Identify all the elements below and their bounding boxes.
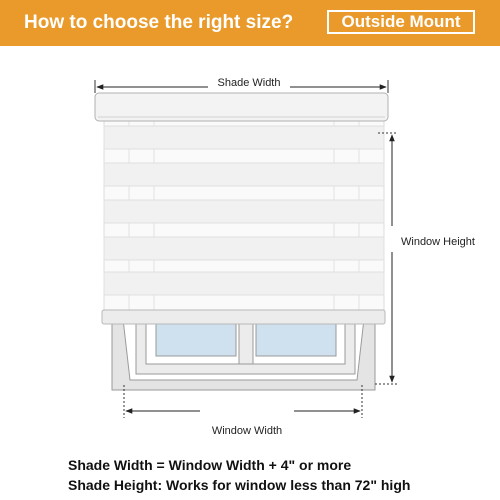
window-height-label: Window Height — [401, 236, 475, 248]
bottom-rail — [102, 310, 385, 324]
window-width-label: Window Width — [211, 425, 283, 437]
shade-width-rule: Shade Width = Window Width + 4" or more — [68, 457, 352, 473]
blind-size-diagram — [0, 46, 500, 450]
mount-type-badge: Outside Mount — [327, 10, 475, 34]
shade-width-label: Shade Width — [217, 77, 281, 89]
header-banner — [0, 0, 500, 46]
shade-fabric — [104, 118, 384, 318]
shade-height-rule: Shade Height: Works for window less than 72" high — [68, 477, 411, 493]
banner-title: How to choose the right size? — [24, 12, 294, 33]
